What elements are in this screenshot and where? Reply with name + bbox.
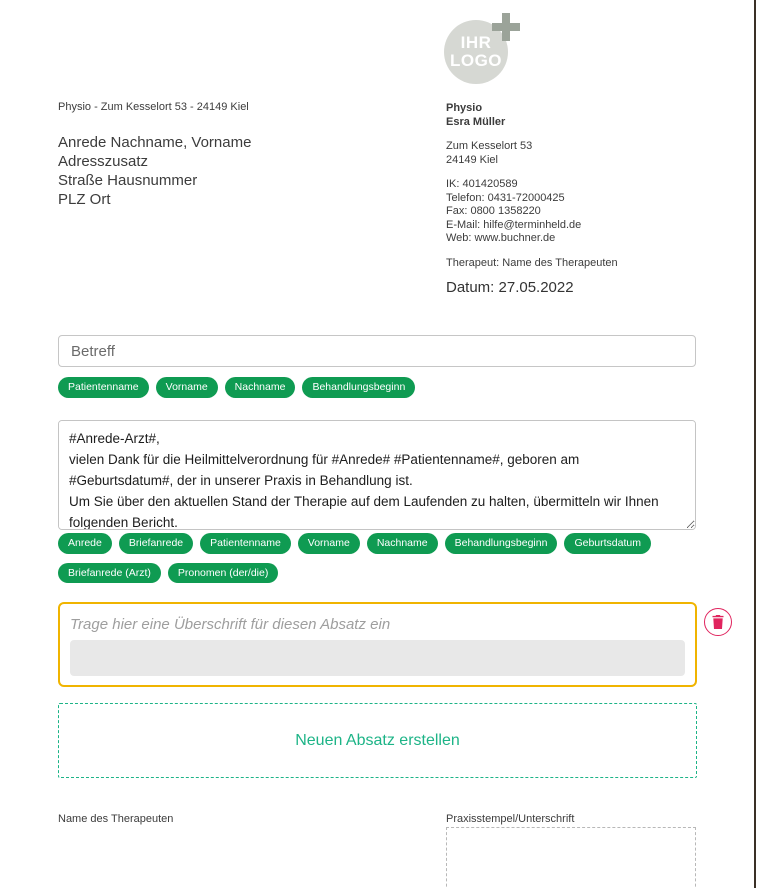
logo-text-line1: IHR [460, 33, 492, 52]
practice-therapist: Therapeut: Name des Therapeuten [446, 256, 618, 269]
logo-text-line2: LOGO [449, 51, 503, 70]
paragraph-heading-input[interactable] [70, 610, 685, 638]
practice-ik: IK: 401420589 [446, 178, 518, 190]
trash-icon [712, 615, 724, 629]
tag-behandlungsbeginn[interactable]: Behandlungsbeginn [302, 377, 415, 398]
practice-info-block [446, 102, 618, 295]
practice-owner: Esra Müller [446, 115, 506, 128]
letter-date: Datum: 27.05.2022 [446, 279, 574, 296]
tag-patientenname[interactable]: Patientenname [58, 377, 149, 398]
practice-street: Zum Kesselort 53 [446, 140, 533, 152]
practice-name: Physio [446, 102, 483, 114]
tag-vorname[interactable]: Vorname [156, 377, 218, 398]
practice-web: Web: www.buchner.de [446, 232, 556, 244]
stamp-signature-label: Praxisstempel/Unterschrift [446, 813, 575, 825]
delete-paragraph-button[interactable] [704, 608, 732, 636]
practice-phone: Telefon: 0431-72000425 [446, 191, 565, 204]
add-paragraph-button[interactable] [58, 703, 697, 778]
subject-input[interactable] [58, 335, 696, 367]
tag-briefanrede[interactable]: Briefanrede [119, 533, 193, 554]
recipient-line-name: Anrede Nachname, Vorname [58, 134, 252, 151]
tag-anrede[interactable]: Anrede [58, 533, 112, 554]
sender-address-line: Physio - Zum Kesselort 53 - 24149 Kiel [58, 101, 249, 113]
recipient-line-extra: Adresszusatz [58, 153, 149, 170]
therapist-name-label: Name des Therapeuten [58, 813, 174, 825]
stamp-signature-area [446, 827, 696, 888]
practice-email: E-Mail: hilfe@terminheld.de [446, 218, 582, 231]
tag-vorname[interactable]: Vorname [298, 533, 360, 554]
paragraph-block [58, 602, 697, 687]
subject-placeholder-tags [58, 377, 698, 398]
right-edge-border [754, 0, 756, 888]
tag-behandlungsbeginn[interactable]: Behandlungsbeginn [445, 533, 558, 554]
practice-city: 24149 Kiel [446, 153, 498, 166]
recipient-address-block [58, 133, 251, 209]
tag-nachname[interactable]: Nachname [225, 377, 296, 398]
recipient-line-city: PLZ Ort [58, 191, 111, 208]
body-placeholder-tags [58, 533, 698, 583]
tag-briefanrede-arzt[interactable]: Briefanrede (Arzt) [58, 563, 161, 584]
add-paragraph-label: Neuen Absatz erstellen [295, 731, 460, 749]
add-logo-plus-icon[interactable] [492, 13, 520, 41]
letter-body-textarea[interactable] [58, 420, 696, 530]
practice-fax: Fax: 0800 1358220 [446, 205, 541, 217]
logo-upload[interactable] [444, 13, 524, 88]
tag-nachname[interactable]: Nachname [367, 533, 438, 554]
tag-pronomen[interactable]: Pronomen (der/die) [168, 563, 278, 584]
tag-geburtsdatum[interactable]: Geburtsdatum [564, 533, 651, 554]
recipient-line-street: Straße Hausnummer [58, 172, 198, 189]
paragraph-content-area[interactable] [70, 640, 685, 676]
tag-patientenname[interactable]: Patientenname [200, 533, 291, 554]
